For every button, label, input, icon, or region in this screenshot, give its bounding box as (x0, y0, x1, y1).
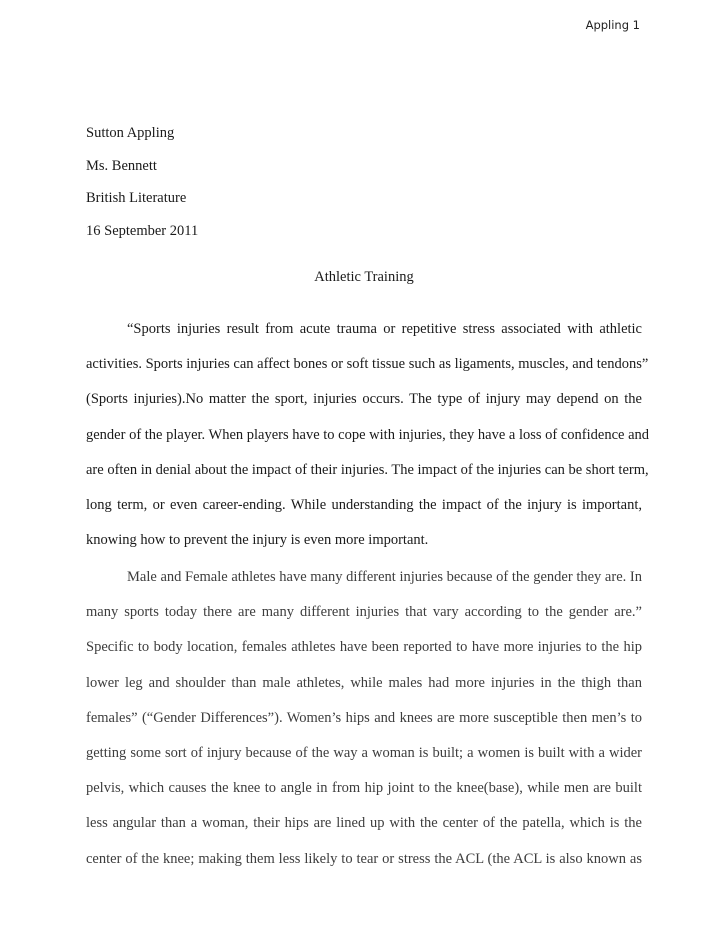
paragraph-1 (86, 312, 650, 558)
student-name: Sutton Appling (86, 125, 175, 141)
paragraph-line: Male and Female athletes have many different injuries because of the gender they are. In (127, 569, 642, 585)
mla-heading (86, 117, 198, 247)
paragraph-line: less angular than a woman, their hips are lined up with the center of the patella, which is the (86, 815, 642, 832)
running-head: Appling 1 (585, 18, 640, 32)
paragraph-line: Specific to body location, females athletes have been reported to have more injuries to the hip (86, 639, 642, 656)
paragraph-line: many sports today there are many different injuries that vary according to the gender are.” (86, 604, 642, 621)
paragraph-line: (Sports injuries).No matter the sport, injuries occurs. The type of injury may depend on the (86, 391, 642, 408)
paragraph-line: gender of the player. When players have to cope with injuries, they have a loss of confidence and (86, 426, 650, 443)
paragraph-line: activities. Sports injuries can affect bones or soft tissue such as ligaments, muscles, and tendons” (86, 356, 649, 373)
paragraph-line: long term, or even career-ending. While understanding the impact of the injury is important, (86, 497, 642, 514)
paragraph-line: lower leg and shoulder than male athletes, while males had more injuries in the thigh than (86, 674, 642, 691)
paragraph-line: getting some sort of injury because of the way a woman is built; a women is built with a wider (86, 745, 642, 762)
essay-title: Athletic Training (314, 269, 414, 285)
paragraph-2 (86, 560, 642, 877)
paragraph-line: “Sports injuries result from acute trauma or repetitive stress associated with athletic (127, 321, 642, 337)
course-name: British Literature (86, 190, 187, 206)
paragraph-line: center of the knee; making them less likely to tear or stress the ACL (the ACL is also known as (86, 850, 642, 867)
date: 16 September 2011 (86, 222, 199, 239)
paragraph-line: females” (“Gender Differences”). Women’s hips and knees are more susceptible then men’s to (86, 709, 642, 726)
paragraph-line: are often in denial about the impact of their injuries. The impact of the injuries can be short term, (86, 461, 649, 478)
teacher-name: Ms. Bennett (86, 157, 157, 174)
paragraph-line: pelvis, which causes the knee to angle in from hip joint to the knee(base), while men are built (86, 780, 642, 797)
paragraph-line: knowing how to prevent the injury is even more important. (86, 532, 429, 549)
